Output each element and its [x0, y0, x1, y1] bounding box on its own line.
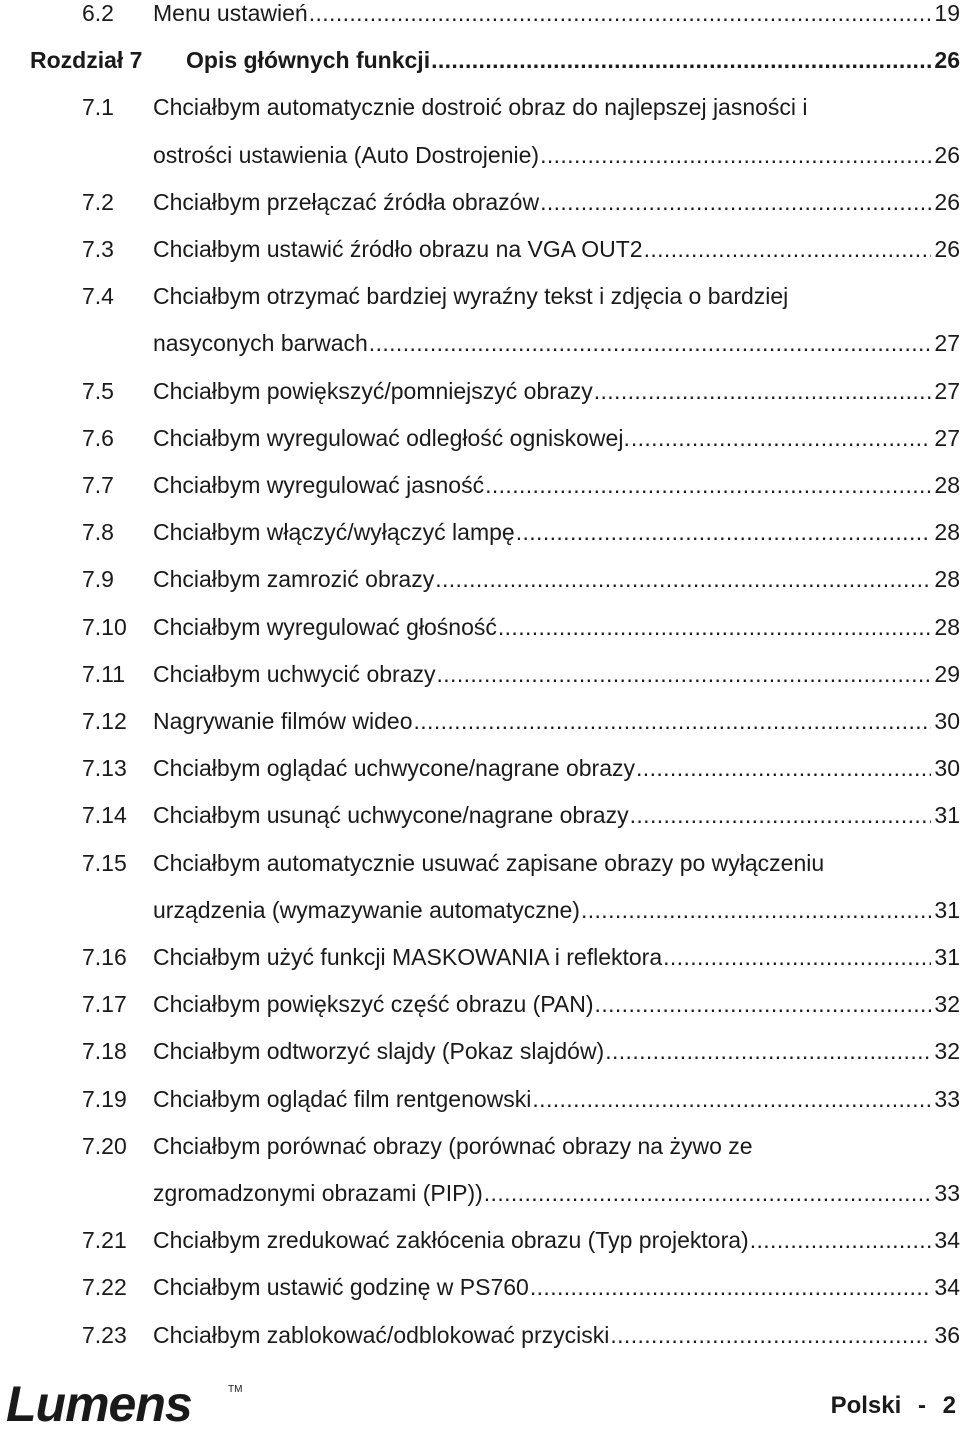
toc-entry-title: Chciałbym porównać obrazy (porównać obrazy na żywo ze: [153, 1132, 753, 1159]
toc-entry-number: 7.12: [82, 708, 127, 734]
toc-dot-leader: [540, 182, 931, 222]
toc-entry[interactable]: [0, 559, 960, 599]
toc-entry-number: 7.3: [82, 236, 114, 262]
toc-entry-title-continued: ostrości ustawienia (Auto Dostrojenie): [153, 141, 540, 168]
toc-dot-leader: [530, 1267, 932, 1307]
toc-entry[interactable]: [0, 1315, 960, 1355]
toc-dot-leader: [484, 1173, 932, 1213]
footer-page-label: [831, 1392, 956, 1420]
toc-entry[interactable]: [0, 984, 960, 1024]
toc-entry-title: Chciałbym odtworzyć slajdy (Pokaz slajdów): [153, 1038, 605, 1065]
toc-dot-leader: [516, 512, 932, 552]
toc-entry-title: Chciałbym włączyć/wyłączyć lampę: [153, 519, 515, 546]
toc-entry[interactable]: [0, 1031, 960, 1071]
toc-entry-title: Menu ustawień: [153, 0, 308, 26]
toc-entry-title: Chciałbym zablokować/odblokować przyciski: [153, 1321, 610, 1348]
toc-entry-title: Chciałbym ustawić źródło obrazu na VGA OUT2: [153, 236, 643, 262]
toc-entry[interactable]: [0, 701, 960, 741]
toc-entry-page: 31: [934, 944, 960, 970]
toc-entry-number: 7.14: [82, 802, 127, 829]
toc-dot-leader: [540, 135, 931, 175]
toc-entry-number: 7.16: [82, 944, 127, 970]
toc-entry-number: 7.19: [82, 1085, 127, 1112]
toc-dot-leader: [630, 795, 932, 835]
svg-text:Lumens: Lumens: [6, 1378, 192, 1428]
toc-entry[interactable]: [0, 371, 960, 411]
toc-entry-page: 34: [934, 1227, 960, 1254]
footer-separator: -: [917, 1392, 926, 1419]
toc-dot-leader: [594, 371, 932, 411]
toc-entry[interactable]: [0, 1079, 960, 1119]
toc-entry[interactable]: [0, 1220, 960, 1260]
toc-entry-title: Chciałbym powiększyć część obrazu (PAN): [153, 991, 594, 1018]
toc-chapter-entry[interactable]: [0, 40, 960, 80]
toc-entry-title: Chciałbym ustawić godzinę w PS760: [153, 1274, 529, 1301]
toc-entry-number: 7.8: [82, 519, 114, 546]
toc-entry-page: 28: [934, 613, 960, 640]
toc-entry[interactable]: [0, 795, 960, 835]
toc-dot-leader: [595, 984, 932, 1024]
toc-entry-page: 30: [934, 755, 960, 782]
toc-dot-leader: [750, 1220, 932, 1260]
toc-entry-page: 34: [934, 1274, 960, 1301]
toc-entry-number: 7.13: [82, 755, 127, 782]
toc-entry-page: 32: [934, 991, 960, 1018]
toc-entry-number: 7.2: [82, 188, 114, 215]
toc-entry-page: 26: [934, 47, 960, 74]
toc-entry[interactable]: [0, 1126, 960, 1166]
toc-entry-page: 27: [934, 377, 960, 404]
toc-entry-title-continued: zgromadzonymi obrazami (PIP)): [153, 1180, 483, 1206]
toc-entry[interactable]: [0, 182, 960, 222]
toc-dot-leader: [431, 40, 931, 80]
toc-entry[interactable]: [0, 0, 960, 33]
toc-entry-page: 28: [934, 519, 960, 546]
toc-entry[interactable]: [0, 937, 960, 977]
toc-entry[interactable]: [0, 1267, 960, 1307]
toc-entry-page: 33: [934, 1180, 960, 1206]
toc-entry[interactable]: [0, 843, 960, 883]
footer-language: Polski: [830, 1392, 902, 1419]
toc-entry-number: 7.1: [82, 94, 114, 121]
toc-entry-page: 28: [934, 472, 960, 498]
toc-entry-number: 7.22: [82, 1274, 127, 1301]
toc-entry[interactable]: [0, 418, 960, 458]
toc-entry-continuation[interactable]: [0, 1173, 960, 1213]
toc-dot-leader: [532, 1079, 931, 1119]
toc-entry-title: Chciałbym automatycznie dostroić obraz do najlepszej jasności i: [153, 94, 808, 121]
toc-dot-leader: [581, 890, 931, 930]
toc-entry-page: 27: [934, 424, 960, 451]
toc-dot-leader: [309, 0, 932, 33]
toc-dot-leader: [498, 607, 932, 647]
footer-page-number: 2: [942, 1392, 956, 1419]
toc-entry-number: 7.15: [82, 849, 127, 876]
toc-entry-title: Chciałbym użyć funkcji MASKOWANIA i reflektora: [153, 944, 663, 970]
toc-entry-number: 7.21: [82, 1227, 127, 1254]
toc-entry-page: 26: [934, 141, 960, 168]
toc-entry-title: Chciałbym oglądać film rentgenowski: [153, 1085, 532, 1112]
toc-entry-title: Nagrywanie filmów wideo: [153, 708, 413, 734]
toc-entry-page: 26: [934, 236, 960, 262]
toc-entry-page: 31: [934, 802, 960, 829]
toc-entry-page: 19: [934, 0, 960, 26]
toc-entry-page: 27: [934, 330, 960, 357]
toc-dot-leader: [644, 229, 932, 269]
toc-dot-leader: [485, 465, 931, 505]
toc-dot-leader: [631, 418, 932, 458]
toc-entry-number: 7.20: [82, 1132, 127, 1159]
toc-entry-title: Chciałbym powiększyć/pomniejszyć obrazy: [153, 377, 593, 404]
toc-entry-number: 7.17: [82, 991, 127, 1018]
svg-text:TM: TM: [228, 1384, 243, 1395]
toc-entry-title: Chciałbym wyregulować jasność: [153, 472, 485, 498]
toc-dot-leader: [605, 1031, 931, 1071]
toc-dot-leader: [436, 654, 931, 694]
toc-entry-page: 26: [934, 188, 960, 215]
toc-entry-title: Chciałbym uchwycić obrazy: [153, 660, 436, 687]
toc-entry-number: 6.2: [82, 0, 114, 26]
toc-entry[interactable]: [0, 229, 960, 269]
toc-entry[interactable]: [0, 748, 960, 788]
toc-entry-page: 31: [934, 896, 960, 923]
toc-entry-title: Chciałbym automatycznie usuwać zapisane obrazy po wyłączeniu: [153, 849, 825, 876]
toc-entry-number: 7.6: [82, 424, 114, 451]
toc-dot-leader: [610, 1315, 931, 1355]
toc-entry-title: Chciałbym usunąć uchwycone/nagrane obrazy: [153, 802, 629, 829]
toc-entry-continuation[interactable]: [0, 890, 960, 930]
toc-entry-title: Chciałbym oglądać uchwycone/nagrane obrazy: [153, 755, 636, 782]
toc-entry-title: Chciałbym zamrozić obrazy: [153, 566, 435, 593]
toc-entry-title: Chciałbym otrzymać bardziej wyraźny tekst i zdjęcia o bardziej: [153, 283, 789, 310]
lumens-logo: [4, 1378, 244, 1428]
toc-entry-number: 7.11: [82, 660, 126, 687]
toc-entry[interactable]: [0, 465, 960, 505]
toc-entry-title: Opis głównych funkcji: [186, 47, 431, 74]
toc-entry-number: 7.23: [82, 1321, 127, 1348]
toc-entry[interactable]: [0, 512, 960, 552]
toc-entry-title: Chciałbym wyregulować głośność: [153, 613, 497, 640]
toc-entry[interactable]: [0, 654, 960, 694]
toc-dot-leader: [663, 937, 931, 977]
toc-entry-title-continued: nasyconych barwach: [153, 330, 368, 357]
toc-entry[interactable]: [0, 607, 960, 647]
toc-dot-leader: [636, 748, 931, 788]
toc-entry-number: 7.7: [82, 472, 114, 498]
toc-entry-title: Chciałbym wyregulować odległość ogniskowej.: [153, 424, 630, 451]
toc-entry-continuation[interactable]: [0, 135, 960, 175]
toc-entry-number: 7.4: [82, 283, 114, 310]
toc-entry-page: 33: [934, 1085, 960, 1112]
toc-entry[interactable]: [0, 87, 960, 127]
toc-entry-title-continued: urządzenia (wymazywanie automatyczne): [153, 896, 580, 923]
toc-entry-page: 29: [934, 660, 960, 687]
toc-dot-leader: [414, 701, 932, 741]
toc-entry-number: 7.10: [82, 613, 127, 640]
toc-entry-continuation[interactable]: [0, 323, 960, 363]
toc-dot-leader: [369, 323, 932, 363]
toc-entry-number: 7.9: [82, 566, 114, 593]
toc-entry-page: 28: [934, 566, 960, 593]
toc-entry[interactable]: [0, 276, 960, 316]
toc-entry-title: Chciałbym przełączać źródła obrazów: [153, 188, 540, 215]
toc-entry-page: 30: [934, 708, 960, 734]
toc-dot-leader: [435, 559, 931, 599]
toc-entry-page: 36: [934, 1321, 960, 1348]
toc-entry-number: Rozdział 7: [30, 47, 143, 74]
toc-entry-number: 7.5: [82, 377, 114, 404]
toc-entry-title: Chciałbym zredukować zakłócenia obrazu (Typ projektora): [153, 1227, 749, 1254]
toc-entry-number: 7.18: [82, 1038, 127, 1065]
toc-entry-page: 32: [934, 1038, 960, 1065]
